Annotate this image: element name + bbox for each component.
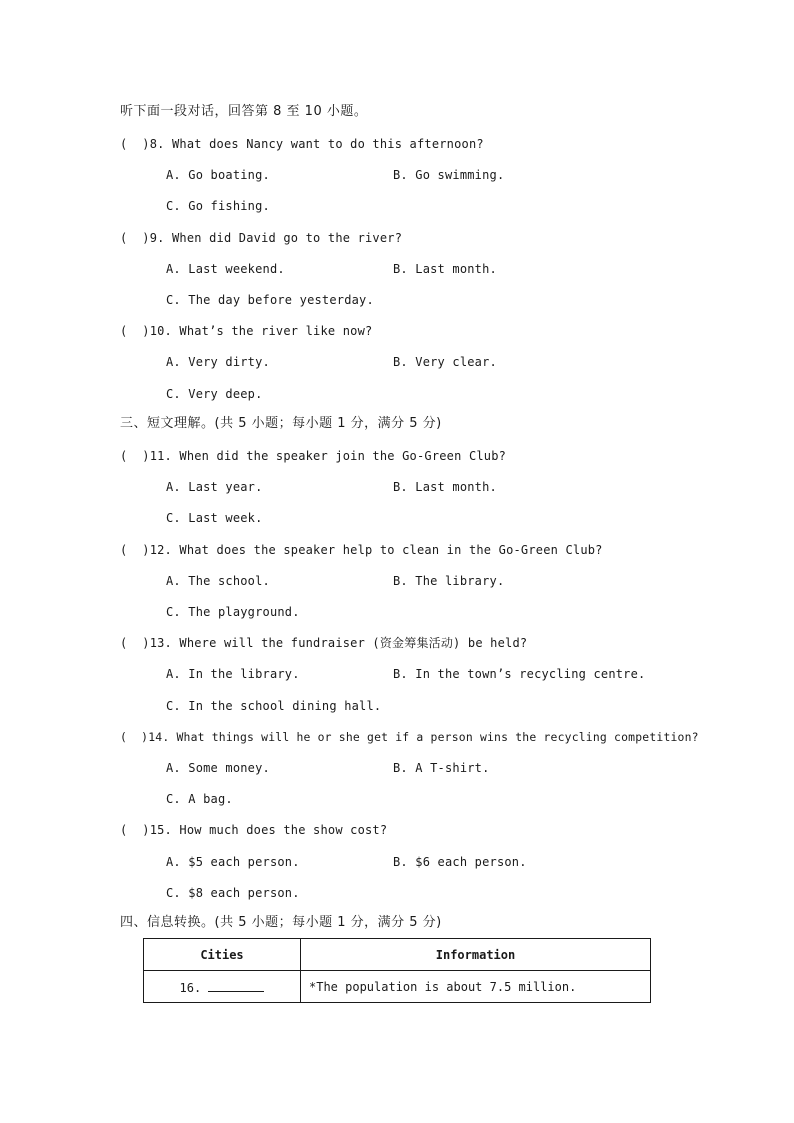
option-c: C. The day before yesterday.: [166, 293, 374, 307]
option-a: A. Very dirty.: [166, 355, 270, 369]
section-heading: 四、信息转换。(共 5 小题；每小题 1 分，满分 5 分): [120, 915, 442, 930]
question-stem: ( )13. Where will the fundraiser (资金筹集活动) be held?: [120, 636, 528, 650]
option-b: B. In the town’s recycling centre.: [393, 667, 646, 681]
option-c: C. A bag.: [166, 792, 233, 806]
option-a: A. Last year.: [166, 480, 263, 494]
section-heading: 三、短文理解。(共 5 小题；每小题 1 分，满分 5 分): [120, 416, 442, 431]
table-row: [144, 971, 651, 1003]
question-stem: ( )8. What does Nancy want to do this afternoon?: [120, 137, 484, 151]
option-c: C. Very deep.: [166, 387, 263, 401]
question-stem: ( )14. What things will he or she get if a person wins the recycling competition?: [120, 730, 699, 744]
question-stem: ( )15. How much does the show cost?: [120, 823, 388, 837]
option-c: C. $8 each person.: [166, 886, 300, 900]
option-a: A. Some money.: [166, 761, 270, 775]
option-c: C. In the school dining hall.: [166, 699, 382, 713]
column-header-cities: Cities: [144, 939, 301, 971]
option-a: A. Last weekend.: [166, 262, 285, 276]
option-b: B. Last month.: [393, 480, 497, 494]
option-b: B. A T-shirt.: [393, 761, 490, 775]
option-b: B. $6 each person.: [393, 855, 527, 869]
option-b: B. Last month.: [393, 262, 497, 276]
info-cell: *The population is about 7.5 million.: [301, 971, 651, 1003]
option-c: C. Last week.: [166, 511, 263, 525]
option-b: B. Very clear.: [393, 355, 497, 369]
column-header-information: Information: [301, 939, 651, 971]
option-b: B. The library.: [393, 574, 505, 588]
question-number: 16.: [179, 980, 202, 995]
info-table: [143, 938, 651, 1003]
question-stem: ( )12. What does the speaker help to clean in the Go-Green Club?: [120, 543, 603, 557]
option-c: C. The playground.: [166, 605, 300, 619]
option-a: A. $5 each person.: [166, 855, 300, 869]
option-c: C. Go fishing.: [166, 199, 270, 213]
option-a: A. Go boating.: [166, 168, 270, 182]
option-b: B. Go swimming.: [393, 168, 505, 182]
question-stem: ( )11. When did the speaker join the Go-Green Club?: [120, 449, 507, 463]
question-stem: ( )10. What’s the river like now?: [120, 324, 373, 338]
table-header-row: [144, 939, 651, 971]
question-stem: ( )9. When did David go to the river?: [120, 231, 403, 245]
answer-blank[interactable]: [208, 979, 264, 992]
option-a: A. The school.: [166, 574, 270, 588]
option-a: A. In the library.: [166, 667, 300, 681]
answer-cell: [144, 971, 301, 1003]
section-intro: 听下面一段对话，回答第 8 至 10 小题。: [120, 104, 368, 119]
